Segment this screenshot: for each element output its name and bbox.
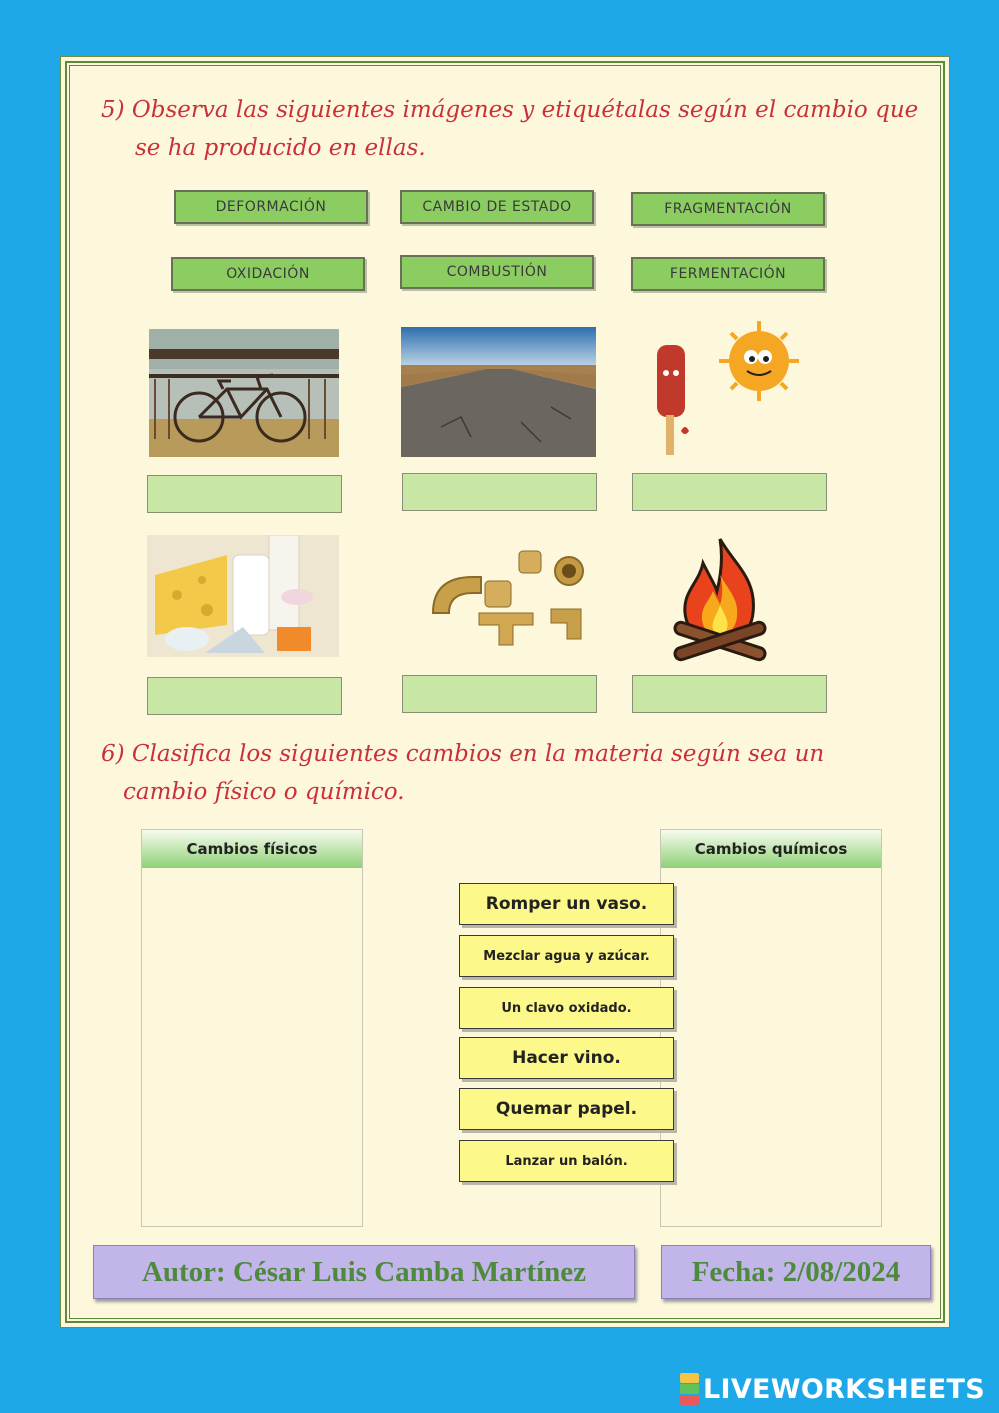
label-deformacion[interactable]: DEFORMACIÓN bbox=[174, 190, 368, 224]
date-box: Fecha: 2/08/2024 bbox=[661, 1245, 931, 1299]
physical-changes-drop-area[interactable] bbox=[142, 868, 362, 1226]
popsicle-sun-icon bbox=[647, 319, 807, 469]
q5-title-line1: 5) Observa las siguientes imágenes y etiquétalas según el cambio que bbox=[101, 97, 919, 123]
answer-box-5[interactable] bbox=[402, 675, 597, 713]
chemical-changes-header: Cambios químicos bbox=[661, 830, 881, 868]
worksheet bbox=[60, 56, 950, 1328]
brass-fittings-icon bbox=[421, 541, 596, 651]
answer-box-3[interactable] bbox=[632, 473, 827, 511]
chemical-changes-drop-area[interactable] bbox=[661, 868, 881, 1226]
label-oxidacion[interactable]: OXIDACIÓN bbox=[171, 257, 365, 291]
card-mezclar-agua[interactable]: Mezclar agua y azúcar. bbox=[459, 935, 674, 977]
road-icon bbox=[401, 327, 596, 457]
label-combustion[interactable]: COMBUSTIÓN bbox=[400, 255, 594, 289]
q6-title-line1: 6) Clasifica los siguientes cambios en la materia según sea un bbox=[101, 741, 825, 767]
rusty-bicycle-image bbox=[149, 329, 339, 457]
road-image bbox=[401, 327, 596, 457]
campfire-image bbox=[665, 535, 775, 663]
bicycle-icon bbox=[149, 329, 339, 457]
card-hacer-vino[interactable]: Hacer vino. bbox=[459, 1037, 674, 1079]
liveworksheets-brand[interactable] bbox=[680, 1373, 985, 1405]
pipe-fittings-image bbox=[421, 541, 596, 651]
dairy-image bbox=[147, 535, 339, 657]
answer-box-4[interactable] bbox=[147, 677, 342, 715]
q6-title-line2: cambio físico o químico. bbox=[123, 779, 405, 805]
card-clavo-oxidado[interactable]: Un clavo oxidado. bbox=[459, 987, 674, 1029]
label-fragmentacion[interactable]: FRAGMENTACIÓN bbox=[631, 192, 825, 226]
q5-title-line2: se ha producido en ellas. bbox=[135, 135, 426, 161]
campfire-icon bbox=[665, 535, 775, 663]
cheese-milk-icon bbox=[147, 535, 339, 657]
chemical-changes-column bbox=[660, 829, 882, 1227]
author-box: Autor: César Luis Camba Martínez bbox=[93, 1245, 635, 1299]
answer-box-1[interactable] bbox=[147, 475, 342, 513]
physical-changes-column bbox=[141, 829, 363, 1227]
liveworksheets-logo-icon bbox=[680, 1373, 699, 1405]
card-lanzar-balon[interactable]: Lanzar un balón. bbox=[459, 1140, 674, 1182]
answer-box-6[interactable] bbox=[632, 675, 827, 713]
brand-name: LIVEWORKSHEETS bbox=[702, 1373, 985, 1405]
answer-box-2[interactable] bbox=[402, 473, 597, 511]
card-quemar-papel[interactable]: Quemar papel. bbox=[459, 1088, 674, 1130]
physical-changes-header: Cambios físicos bbox=[142, 830, 362, 868]
melting-popsicle-image bbox=[647, 319, 807, 469]
label-fermentacion[interactable]: FERMENTACIÓN bbox=[631, 257, 825, 291]
label-cambio-de-estado[interactable]: CAMBIO DE ESTADO bbox=[400, 190, 594, 224]
card-romper-vaso[interactable]: Romper un vaso. bbox=[459, 883, 674, 925]
